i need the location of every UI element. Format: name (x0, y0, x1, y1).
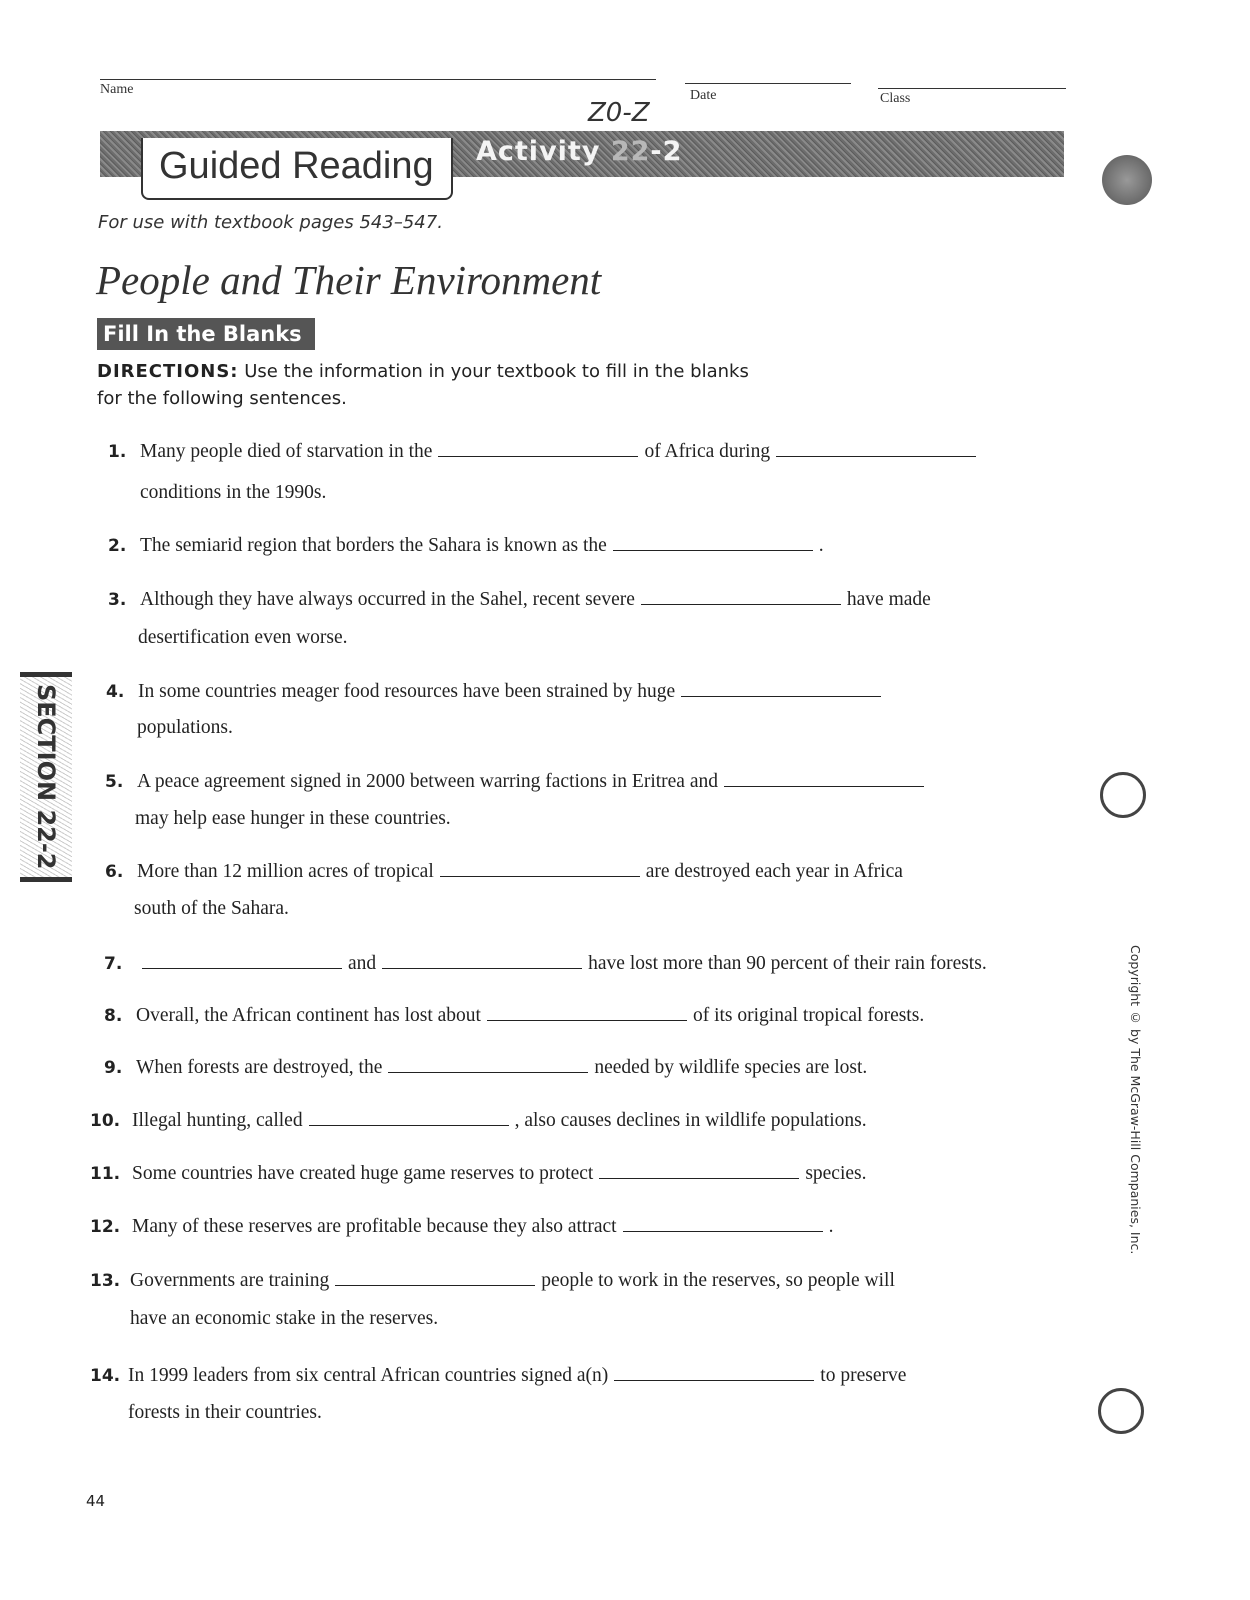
question-text: , also causes declines in wildlife populations. (514, 1110, 867, 1131)
date-line[interactable] (685, 83, 851, 84)
question-text: people to work in the reserves, so people will (541, 1270, 895, 1291)
directions-text: Use the information in your textbook to fill in the blanks (244, 361, 749, 382)
answer-blank[interactable] (487, 1002, 687, 1021)
directions-label: DIRECTIONS: (97, 361, 239, 382)
handwritten-date: Z0-Z (588, 98, 650, 128)
question-number: 3. (108, 590, 127, 610)
question-6-continued: south of the Sahara. (134, 898, 289, 919)
page-title: People and Their Environment (96, 257, 602, 303)
question-text: The semiarid region that borders the Sahara is known as the (140, 535, 607, 556)
question-11 (90, 1160, 867, 1187)
answer-blank[interactable] (309, 1107, 509, 1126)
binder-hole-icon (1102, 155, 1152, 205)
question-text: Although they have always occurred in the Sahel, recent severe (140, 589, 635, 610)
question-number: 10. (90, 1111, 121, 1131)
question-text: Many of these reserves are profitable because they also attract (132, 1216, 617, 1237)
question-number: 4. (106, 682, 125, 702)
question-number: 11. (90, 1164, 121, 1184)
question-14-continued: forests in their countries. (128, 1402, 322, 1423)
textbook-pages: For use with textbook pages 543–547. (98, 212, 443, 233)
question-text: Some countries have created huge game reserves to protect (132, 1163, 594, 1184)
answer-blank[interactable] (614, 1362, 814, 1381)
question-number: 9. (104, 1058, 123, 1078)
question-9 (104, 1054, 867, 1081)
question-text: A peace agreement signed in 2000 between warring factions in Eritrea and (137, 771, 718, 792)
answer-blank[interactable] (641, 586, 841, 605)
answer-blank[interactable] (724, 768, 924, 787)
directions (97, 358, 817, 412)
question-text: species. (805, 1163, 867, 1184)
question-text: of its original tropical forests. (692, 1005, 925, 1026)
question-14 (90, 1362, 906, 1389)
date-label: Date (690, 88, 717, 103)
question-number: 2. (108, 536, 127, 556)
question-number: 7. (104, 954, 123, 974)
question-text: to preserve (820, 1365, 907, 1386)
answer-blank[interactable] (142, 950, 342, 969)
question-number: 5. (105, 772, 124, 792)
question-text: have lost more than 90 percent of their rain forests. (588, 953, 987, 974)
question-text: In 1999 leaders from six central African countries signed a(n) (128, 1365, 609, 1386)
question-3-continued: desertification even worse. (138, 627, 348, 648)
question-2 (108, 532, 824, 559)
activity-label (476, 136, 682, 167)
name-label: Name (100, 82, 134, 97)
question-number: 14. (90, 1366, 121, 1386)
class-label: Class (880, 91, 911, 106)
question-number: 1. (108, 442, 127, 462)
question-1 (108, 438, 982, 465)
question-text: . (818, 535, 824, 556)
activity-text: Activity (476, 136, 601, 167)
answer-blank[interactable] (382, 950, 582, 969)
directions-text-2: for the following sentences. (97, 388, 347, 409)
question-text: are destroyed each year in Africa (645, 861, 903, 882)
question-text: and (348, 953, 377, 974)
question-13 (90, 1267, 895, 1294)
question-5 (105, 768, 930, 795)
question-text: . (828, 1216, 834, 1237)
question-text: Illegal hunting, called (132, 1110, 303, 1131)
question-text: needed by wildlife species are lost. (594, 1057, 868, 1078)
question-text: have made (846, 589, 931, 610)
answer-blank[interactable] (776, 438, 976, 457)
answer-blank[interactable] (438, 438, 638, 457)
question-text: When forests are destroyed, the (136, 1057, 383, 1078)
question-10 (90, 1107, 867, 1134)
question-text: More than 12 million acres of tropical (137, 861, 434, 882)
copyright: Copyright © by The McGraw-Hill Companies, Inc. (1128, 945, 1143, 1255)
answer-blank[interactable] (335, 1267, 535, 1286)
question-1-continued: conditions in the 1990s. (140, 482, 327, 503)
question-number: 8. (104, 1006, 123, 1026)
guided-reading-label: Guided Reading (141, 138, 453, 200)
question-text: of Africa during (644, 441, 771, 462)
activity-number: 22 (610, 136, 651, 167)
section-tab (20, 672, 72, 882)
question-number: 12. (90, 1217, 121, 1237)
question-13-continued: have an economic stake in the reserves. (130, 1308, 439, 1329)
question-4-continued: populations. (137, 717, 233, 738)
class-line[interactable] (878, 88, 1066, 89)
question-7 (104, 950, 987, 977)
section-heading: Fill In the Blanks (97, 318, 315, 350)
activity-suffix: -2 (650, 136, 683, 167)
answer-blank[interactable] (388, 1054, 588, 1073)
question-5-continued: may help ease hunger in these countries. (135, 808, 451, 829)
question-4 (106, 678, 887, 705)
section-tab-label: SECTION 22-2 (32, 684, 60, 870)
answer-blank[interactable] (613, 532, 813, 551)
binder-hole-icon (1100, 772, 1146, 818)
binder-hole-icon (1098, 1388, 1144, 1434)
answer-blank[interactable] (623, 1213, 823, 1232)
question-text: Many people died of starvation in the (140, 441, 433, 462)
question-number: 6. (105, 862, 124, 882)
question-number: 13. (90, 1271, 121, 1291)
question-12 (90, 1213, 833, 1240)
question-3 (108, 586, 931, 613)
answer-blank[interactable] (599, 1160, 799, 1179)
name-line[interactable] (100, 79, 656, 80)
answer-blank[interactable] (440, 858, 640, 877)
page-number: 44 (86, 1492, 106, 1510)
question-text: Governments are training (130, 1270, 330, 1291)
question-text: Overall, the African continent has lost about (136, 1005, 481, 1026)
question-text: In some countries meager food resources have been strained by huge (138, 681, 676, 702)
question-8 (104, 1002, 924, 1029)
answer-blank[interactable] (681, 678, 881, 697)
question-6 (105, 858, 903, 885)
